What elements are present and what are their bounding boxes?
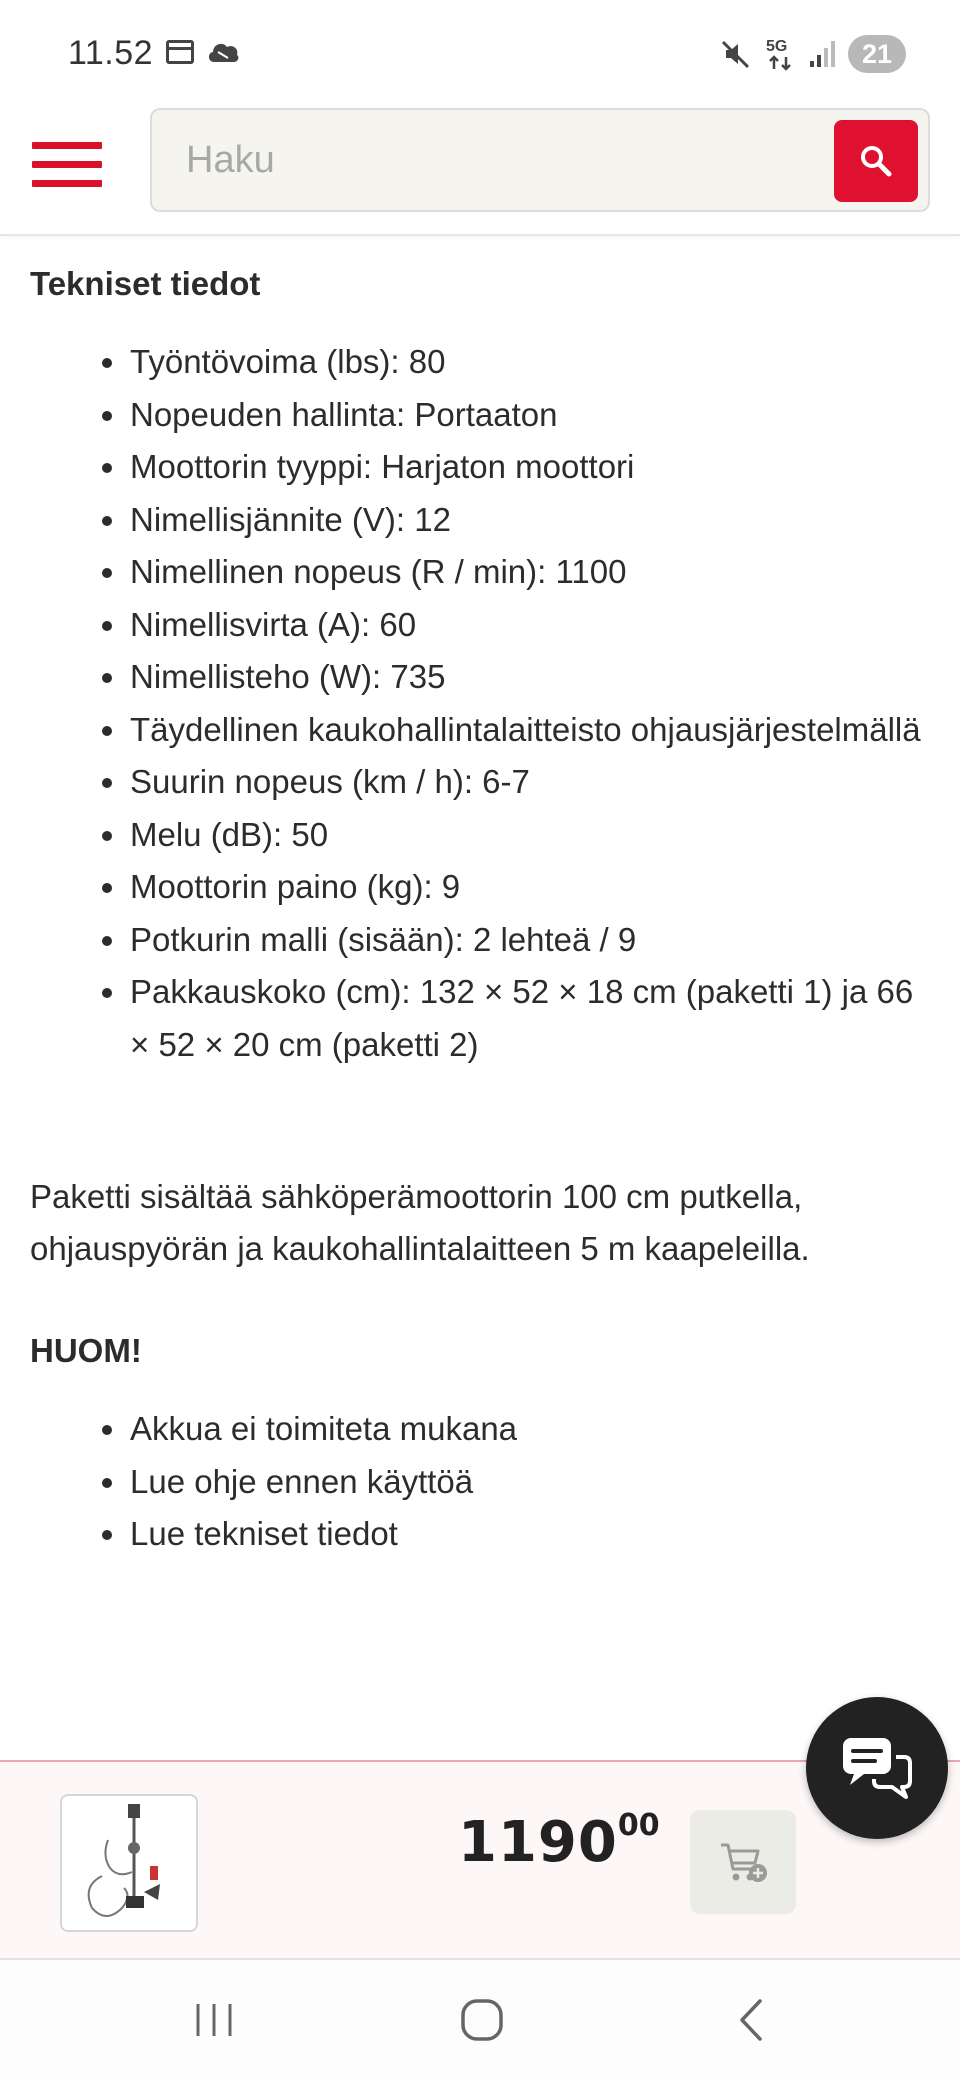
signal-icon [808, 39, 836, 69]
hamburger-menu-icon[interactable] [32, 138, 102, 190]
home-button[interactable] [442, 1990, 522, 2050]
spec-item: Nimellinen nopeus (R / min): 1100 [130, 546, 930, 599]
system-navigation-bar [0, 1958, 960, 2080]
product-thumbnail[interactable] [60, 1794, 198, 1932]
add-to-cart-icon [718, 1839, 768, 1885]
package-contents-text: Paketti sisältää sähköperämoottorin 100 cm putkella, ohjauspyörän ja kaukohallintalaitteen 5 m kaapeleilla. [30, 1178, 810, 1267]
spec-item: Pakkauskoko (cm): 132 × 52 × 18 cm (paketti 1) ja 66 × 52 × 20 cm (paketti 2) [130, 966, 930, 1071]
specs-heading: Tekniset tiedot [30, 265, 261, 302]
status-bar [0, 0, 960, 108]
search-input[interactable] [152, 110, 812, 210]
status-right [720, 34, 906, 74]
spec-item: Melu (dB): 50 [130, 809, 930, 862]
search-bar [150, 108, 930, 212]
notice-item: Lue tekniset tiedot [130, 1508, 930, 1561]
specs-list [30, 336, 930, 1071]
add-to-cart-button[interactable] [690, 1810, 796, 1914]
price-main: 1190 [458, 1810, 618, 1875]
chat-icon [840, 1735, 914, 1801]
calendar-icon [166, 40, 194, 64]
search-button[interactable] [834, 120, 918, 202]
svg-text:5G: 5G [766, 38, 788, 55]
notice-list [30, 1403, 930, 1561]
price-cents: 00 [617, 1808, 660, 1843]
back-button[interactable] [712, 1990, 792, 2050]
chat-button[interactable] [806, 1697, 948, 1839]
product-price [458, 1810, 660, 1875]
back-icon [732, 1997, 772, 2043]
5g-icon [764, 35, 796, 73]
spec-item: Nimellisjännite (V): 12 [130, 494, 930, 547]
search-icon [859, 144, 893, 178]
spec-item: Nimellisteho (W): 735 [130, 651, 930, 704]
home-icon [459, 1997, 505, 2043]
spec-item: Moottorin paino (kg): 9 [130, 861, 930, 914]
spec-item: Täydellinen kaukohallintalaitteisto ohjausjärjestelmällä [130, 704, 930, 757]
spec-item: Moottorin tyyppi: Harjaton moottori [130, 441, 930, 494]
spec-item: Työntövoima (lbs): 80 [130, 336, 930, 389]
notice-item: Lue ohje ennen käyttöä [130, 1456, 930, 1509]
recent-apps-icon [192, 2000, 236, 2040]
recent-apps-button[interactable] [174, 1990, 254, 2050]
spec-item: Nopeuden hallinta: Portaaton [130, 389, 930, 442]
spec-item: Nimellisvirta (A): 60 [130, 599, 930, 652]
outboard-motor-image [62, 1796, 196, 1930]
notice-heading: HUOM! [30, 1332, 142, 1369]
mute-icon [720, 38, 752, 70]
cloud-icon [206, 38, 240, 64]
spec-item: Potkurin malli (sisään): 2 lehteä / 9 [130, 914, 930, 967]
status-time: 11.52 [68, 34, 154, 72]
notice-item: Akkua ei toimiteta mukana [130, 1403, 930, 1456]
product-description [0, 236, 960, 1561]
site-header [0, 108, 960, 236]
spec-item: Suurin nopeus (km / h): 6-7 [130, 756, 930, 809]
battery-badge: 21 [848, 35, 906, 73]
